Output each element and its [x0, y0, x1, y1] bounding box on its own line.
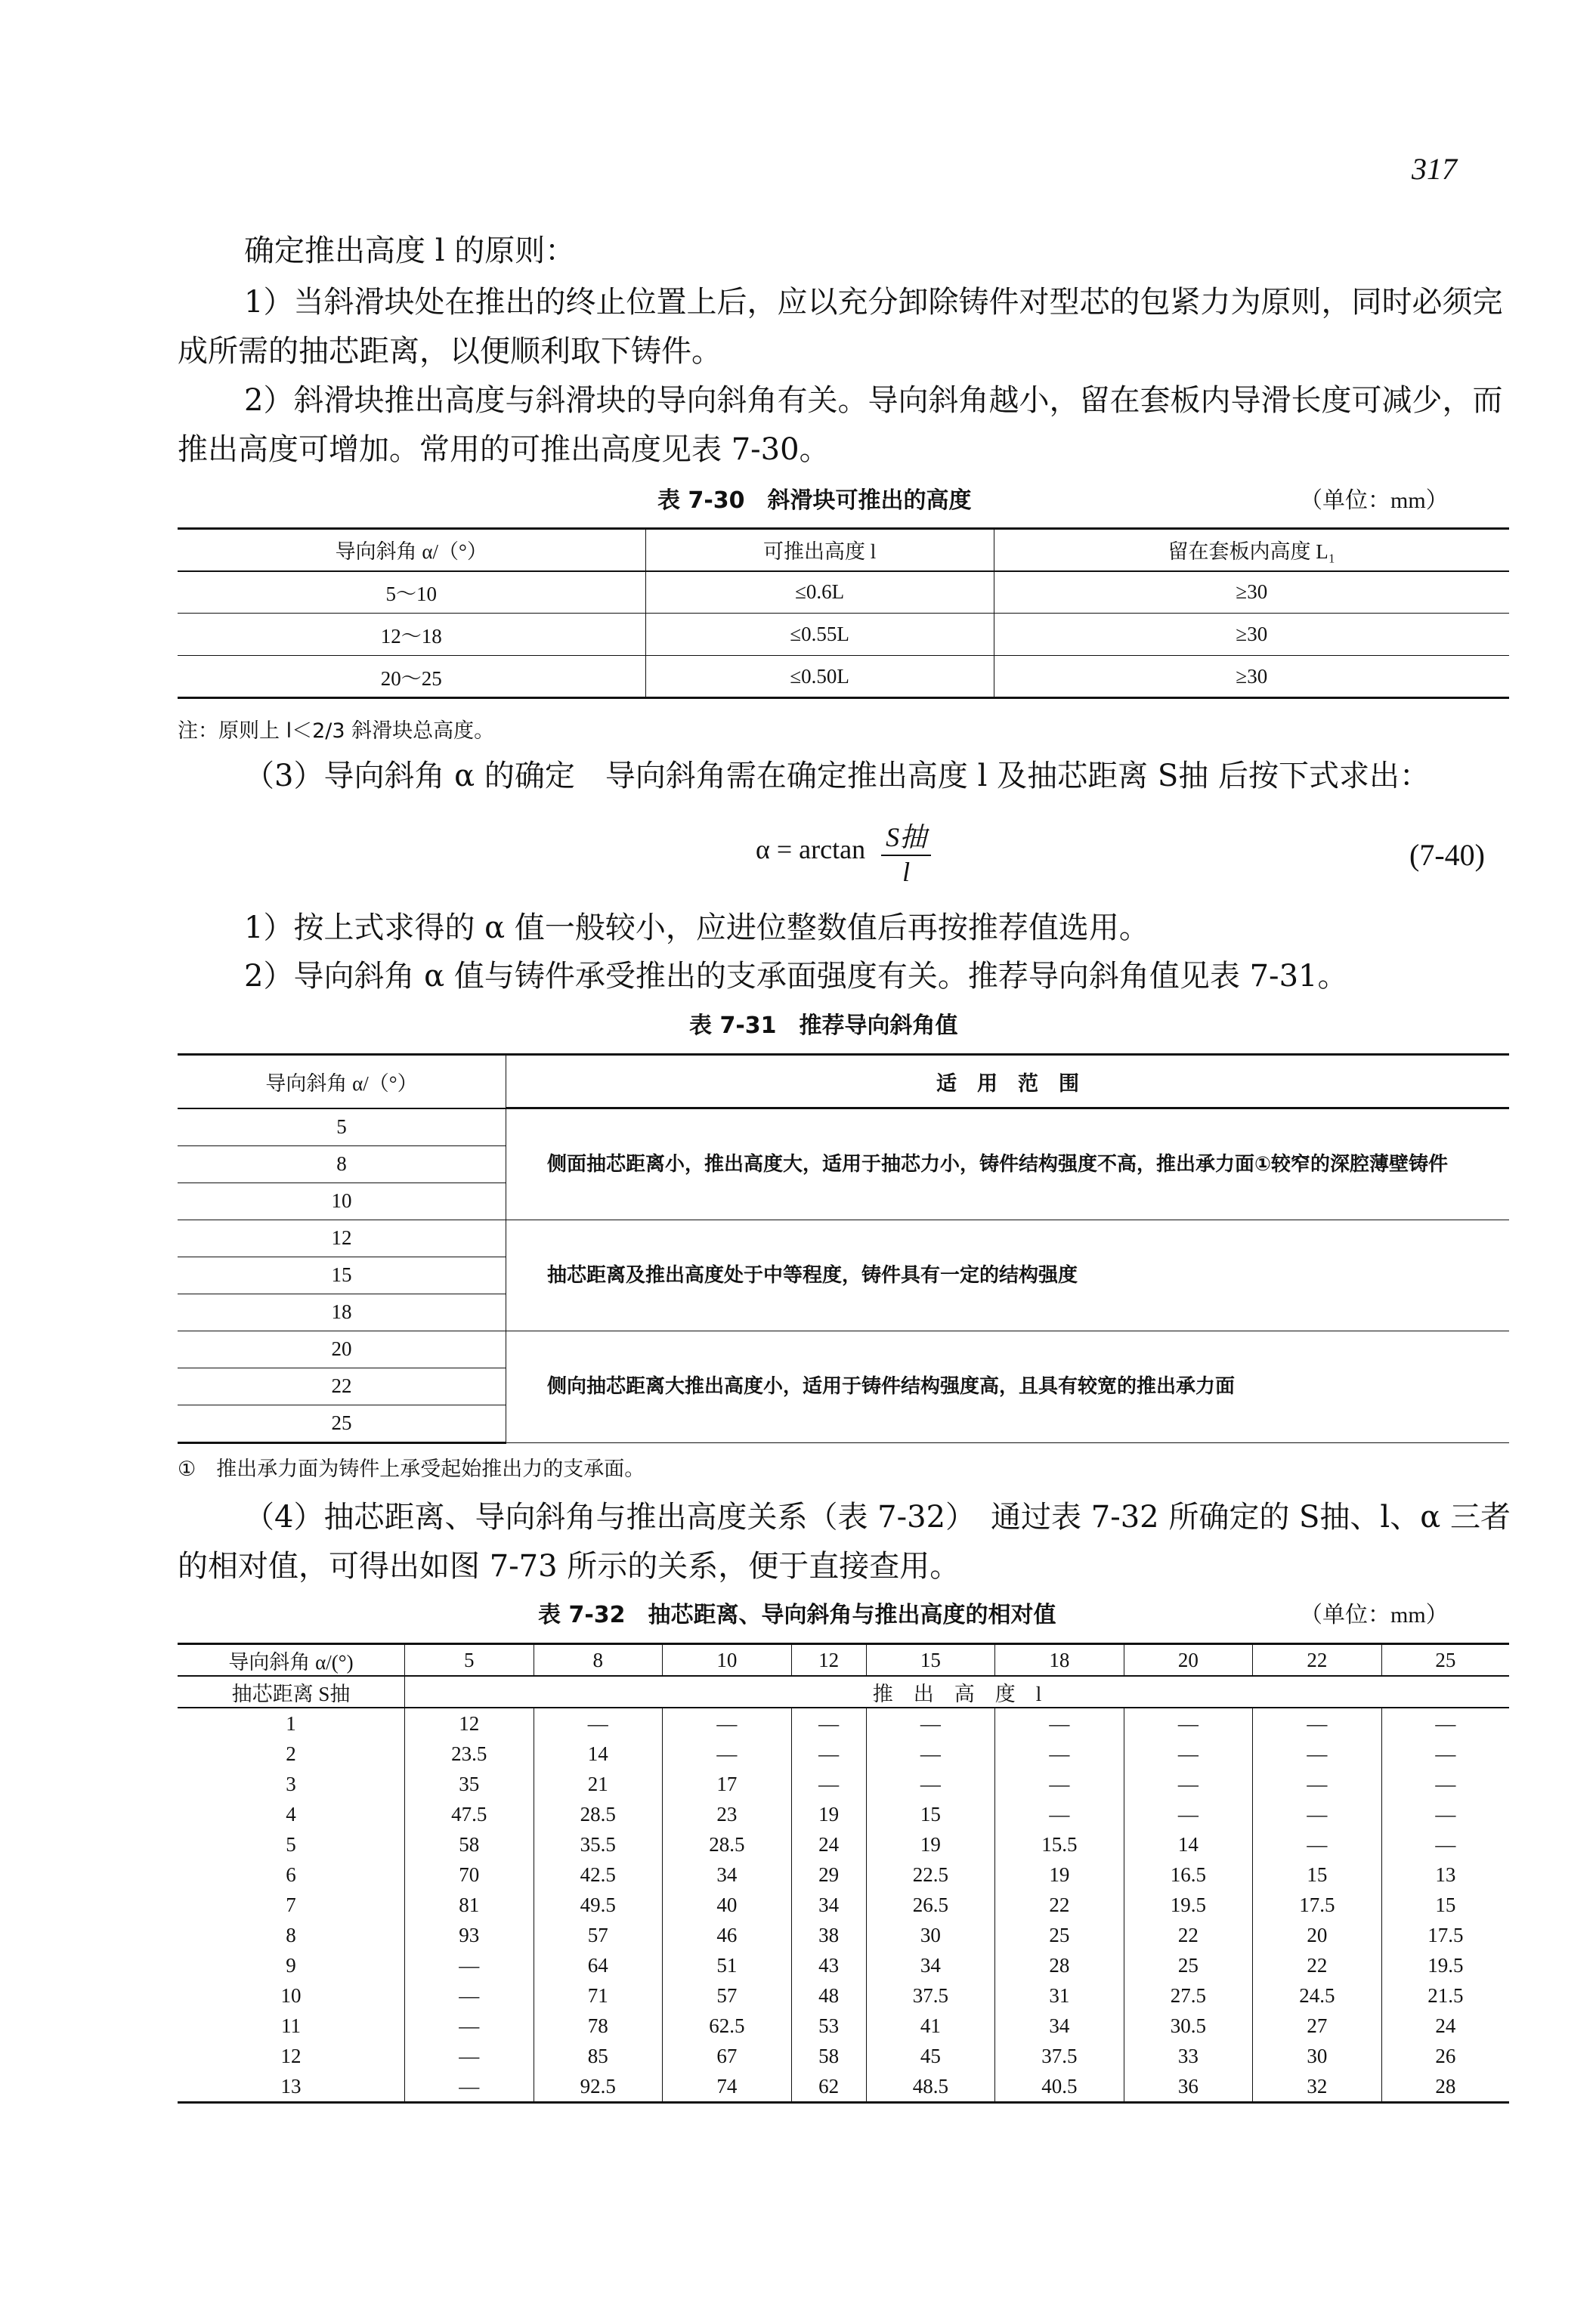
table-header-row [178, 529, 1509, 571]
height-cell: 28.5 [534, 1799, 663, 1829]
table-subheader-row [178, 1676, 1509, 1708]
table-cell: ≥30 [994, 614, 1509, 656]
height-cell: — [995, 1769, 1124, 1799]
distance-cell: 1 [286, 1711, 296, 1735]
height-cell: 30 [1253, 2041, 1382, 2071]
angle-header-cell: 18 [995, 1644, 1124, 1677]
table-row [178, 656, 1509, 698]
table-header-row [178, 1055, 1509, 1108]
height-cell: 81 [405, 1890, 534, 1920]
height-cell: 15 [866, 1799, 995, 1829]
height-cell: 67 [663, 2041, 792, 2071]
distance-cell: 4 [286, 1802, 296, 1826]
height-cell: 19 [791, 1799, 866, 1829]
height-cell: 15 [1381, 1890, 1509, 1920]
table-7-30-note: 注：原则上 l＜2/3 斜滑块总高度。 [178, 719, 495, 743]
height-cell: 70 [405, 1860, 534, 1890]
table-7-31-caption: 表 7-31 推荐导向斜角值 [689, 1012, 958, 1039]
table-7-32 [178, 1643, 1509, 2104]
angle-cell: 8 [178, 1145, 506, 1183]
angle-header-cell: 15 [866, 1644, 995, 1677]
table-7-30-caption: 表 7-30 斜滑块可推出的高度 [657, 487, 972, 514]
paragraph-intro: 确定推出高度 l 的原则： [244, 233, 576, 268]
height-cell: 92.5 [534, 2071, 663, 2103]
height-cell: 46 [663, 1920, 792, 1950]
height-cell: 93 [405, 1920, 534, 1950]
table-row [178, 1980, 1509, 2011]
height-cell: 71 [534, 1980, 663, 2011]
height-cell: 17.5 [1381, 1920, 1509, 1950]
table-7-31-footnote: ① 推出承力面为铸件上承受起始推出力的支承面。 [178, 1458, 645, 1481]
height-cell: — [866, 1769, 995, 1799]
height-cell: 16.5 [1124, 1860, 1253, 1890]
height-cell: — [1381, 1769, 1509, 1799]
height-cell: 17.5 [1253, 1890, 1382, 1920]
table-cell: ≤0.55L [645, 614, 994, 656]
height-cell: 27 [1253, 2011, 1382, 2041]
formula-lhs: α = arctan [756, 833, 866, 864]
height-cell: — [1253, 1708, 1382, 1739]
height-cell: 37.5 [866, 1980, 995, 2011]
angle-header-cell: 8 [534, 1644, 663, 1677]
height-cell: — [1253, 1769, 1382, 1799]
height-cell: 40 [663, 1890, 792, 1920]
header-cell: 留在套板内高度 L₁ [994, 529, 1509, 571]
height-cell: 15 [1253, 1860, 1382, 1890]
height-cell: — [405, 1980, 534, 2011]
height-cell: 25 [995, 1920, 1124, 1950]
table-7-30-unit: （单位：mm） [1300, 488, 1449, 513]
height-cell: — [1253, 1799, 1382, 1829]
height-cell: — [866, 1708, 995, 1739]
angle-cell: 12 [178, 1220, 506, 1257]
height-cell: 19.5 [1381, 1950, 1509, 1980]
table-cell: 20～25 [380, 666, 442, 690]
distance-cell: 3 [286, 1772, 296, 1795]
height-cell: 28 [995, 1950, 1124, 1980]
height-cell: 20 [1253, 1920, 1382, 1950]
table-row [178, 2071, 1509, 2103]
height-cell: 33 [1124, 2041, 1253, 2071]
height-cell: 14 [1124, 1829, 1253, 1860]
angle-header-cell: 25 [1381, 1644, 1509, 1677]
height-cell: — [1124, 1769, 1253, 1799]
angle-header-cell: 10 [663, 1644, 792, 1677]
height-cell: — [791, 1708, 866, 1739]
height-cell: — [534, 1708, 663, 1739]
height-cell: 23.5 [405, 1739, 534, 1769]
height-cell: 85 [534, 2041, 663, 2071]
header-cell: 可推出高度 l [645, 529, 994, 571]
table-cell: ≤0.50L [645, 656, 994, 698]
angle-cell: 25 [178, 1405, 506, 1442]
height-cell: — [1381, 1708, 1509, 1739]
table-row [178, 1799, 1509, 1829]
table-row [178, 1331, 1509, 1368]
scope-cell: 抽芯距离及推出高度处于中等程度，铸件具有一定的结构强度 [506, 1220, 1510, 1331]
angle-cell: 20 [178, 1331, 506, 1368]
height-cell: 21.5 [1381, 1980, 1509, 2011]
height-cell: 28 [1381, 2071, 1509, 2103]
distance-cell: 10 [280, 1983, 302, 2007]
height-cell: 15.5 [995, 1829, 1124, 1860]
height-cell: 24.5 [1253, 1980, 1382, 2011]
angle-cell: 22 [178, 1368, 506, 1405]
height-cell: 48.5 [866, 2071, 995, 2103]
height-cell: 34 [866, 1950, 995, 1980]
height-cell: 34 [663, 1860, 792, 1890]
height-cell: 58 [405, 1829, 534, 1860]
height-cell: 47.5 [405, 1799, 534, 1829]
height-cell: 62 [791, 2071, 866, 2103]
height-cell: 49.5 [534, 1890, 663, 1920]
height-cell: 41 [866, 2011, 995, 2041]
header-cell: 适 用 范 围 [506, 1055, 1510, 1108]
table-7-30 [178, 527, 1509, 699]
table-row [178, 1950, 1509, 1980]
height-cell: 19 [866, 1829, 995, 1860]
angle-cell: 5 [178, 1108, 506, 1146]
height-cell: 34 [995, 2011, 1124, 2041]
height-cell: 57 [534, 1920, 663, 1950]
table-row [178, 1708, 1509, 1739]
height-cell: 28.5 [663, 1829, 792, 1860]
table-row [178, 571, 1509, 614]
table-row [178, 1860, 1509, 1890]
height-cell: 23 [663, 1799, 792, 1829]
height-cell: 53 [791, 2011, 866, 2041]
height-cell: 22 [1253, 1950, 1382, 1980]
angle-header-cell: 20 [1124, 1644, 1253, 1677]
height-cell: 62.5 [663, 2011, 792, 2041]
height-cell: — [1253, 1739, 1382, 1769]
distance-cell: 12 [280, 2044, 302, 2067]
table-row [178, 614, 1509, 656]
height-cell: — [405, 2071, 534, 2103]
table-7-31 [178, 1053, 1509, 1444]
scope-cell: 侧向抽芯距离大推出高度小，适用于铸件结构强度高，且具有较宽的推出承力面 [506, 1331, 1510, 1442]
height-cell: 14 [534, 1739, 663, 1769]
height-cell: 29 [791, 1860, 866, 1890]
table-row [178, 1108, 1509, 1146]
table-7-32-caption: 表 7-32 抽芯距离、导向斜角与推出高度的相对值 [538, 1602, 1056, 1628]
height-cell: 78 [534, 2011, 663, 2041]
table-row [178, 1829, 1509, 1860]
table-cell: ≥30 [994, 571, 1509, 614]
height-cell: — [663, 1739, 792, 1769]
header-cell: 导向斜角 α/（°） [178, 1055, 506, 1108]
height-cell: 12 [405, 1708, 534, 1739]
height-cell: 31 [995, 1980, 1124, 2011]
formula-7-40 [756, 816, 931, 888]
height-cell: — [866, 1739, 995, 1769]
height-cell: 35.5 [534, 1829, 663, 1860]
height-cell: 17 [663, 1769, 792, 1799]
table-cell: 5～10 [385, 583, 437, 606]
height-cell: 13 [1381, 1860, 1509, 1890]
height-cell: — [1253, 1829, 1382, 1860]
paragraph-6: （4）抽芯距离、导向斜角与推出高度关系（表 7-32） 通过表 7-32 所确定的 S抽、l、α 三者的相对值，可得出如图 7-73 所示的关系，便于直接查用。 [178, 1500, 1511, 1584]
table-header-row [178, 1644, 1509, 1677]
distance-cell: 7 [286, 1893, 296, 1916]
table-row [178, 2011, 1509, 2041]
angle-label: 导向斜角 α/(°) [228, 1650, 354, 1674]
height-cell: — [1124, 1708, 1253, 1739]
height-cell: 58 [791, 2041, 866, 2071]
table-row [178, 1739, 1509, 1769]
paragraph-2: 2）斜滑块推出高度与斜滑块的导向斜角有关。导向斜角越小，留在套板内导滑长度可减少，而推出高度可增加。常用的可推出高度见表 7-30。 [178, 383, 1503, 467]
height-cell: 42.5 [534, 1860, 663, 1890]
height-cell: 34 [791, 1890, 866, 1920]
height-cell: — [405, 2011, 534, 2041]
height-cell: 40.5 [995, 2071, 1124, 2103]
distance-cell: 6 [286, 1863, 296, 1886]
height-cell: 48 [791, 1980, 866, 2011]
paragraph-1: 1）当斜滑块处在推出的终止位置上后，应以充分卸除铸件对型芯的包紧力为原则，同时必须完成所需的抽芯距离，以便顺利取下铸件。 [178, 285, 1503, 369]
formula-numerator: S抽 [881, 816, 931, 856]
table-row [178, 2041, 1509, 2071]
height-cell: 19 [995, 1860, 1124, 1890]
height-cell: 26.5 [866, 1890, 995, 1920]
height-cell: — [995, 1799, 1124, 1829]
height-cell: 21 [534, 1769, 663, 1799]
height-cell: 24 [791, 1829, 866, 1860]
height-cell: 51 [663, 1950, 792, 1980]
height-cell: — [791, 1769, 866, 1799]
distance-cell: 9 [286, 1953, 296, 1977]
angle-cell: 18 [178, 1294, 506, 1331]
header-cell: 导向斜角 α/（°） [335, 540, 487, 564]
distance-cell: 13 [280, 2074, 302, 2098]
height-cell: 43 [791, 1950, 866, 1980]
height-cell: — [1381, 1799, 1509, 1829]
height-cell: 24 [1381, 2011, 1509, 2041]
height-cell: — [405, 2041, 534, 2071]
height-cell: — [995, 1739, 1124, 1769]
angle-cell: 15 [178, 1257, 506, 1294]
height-cell: 32 [1253, 2071, 1382, 2103]
height-cell: — [663, 1708, 792, 1739]
paragraph-4: 1）按上式求得的 α 值一般较小，应进位整数值后再按推荐值选用。 [244, 910, 1149, 945]
angle-header-cell: 22 [1253, 1644, 1382, 1677]
height-cell: 26 [1381, 2041, 1509, 2071]
height-cell: — [1124, 1739, 1253, 1769]
equation-number: (7-40) [1409, 838, 1485, 872]
height-cell: — [1381, 1829, 1509, 1860]
distance-cell: 5 [286, 1832, 296, 1856]
table-row [178, 1220, 1509, 1257]
height-label: 推 出 高 度 l [405, 1676, 1510, 1708]
height-cell: 64 [534, 1950, 663, 1980]
height-cell: 19.5 [1124, 1890, 1253, 1920]
height-cell: — [1381, 1739, 1509, 1769]
distance-cell: 8 [286, 1923, 296, 1946]
distance-cell: 11 [281, 2014, 301, 2037]
distance-cell: 2 [286, 1742, 296, 1765]
height-cell: 57 [663, 1980, 792, 2011]
height-cell: 30.5 [1124, 2011, 1253, 2041]
height-cell: — [995, 1708, 1124, 1739]
table-cell: ≤0.6L [645, 571, 994, 614]
height-cell: 22 [1124, 1920, 1253, 1950]
paragraph-5: 2）导向斜角 α 值与铸件承受推出的支承面强度有关。推荐导向斜角值见表 7-31。 [244, 959, 1348, 994]
height-cell: 45 [866, 2041, 995, 2071]
height-cell: 30 [866, 1920, 995, 1950]
paragraph-3: （3）导向斜角 α 的确定 导向斜角需在确定推出高度 l 及抽芯距离 S抽 后按下式求出： [244, 759, 1430, 793]
height-cell: — [791, 1739, 866, 1769]
height-cell: 27.5 [1124, 1980, 1253, 2011]
formula-fraction [881, 816, 931, 888]
scope-cell: 侧面抽芯距离小，推出高度大，适用于抽芯力小，铸件结构强度不高，推出承力面①较窄的深腔薄壁铸件 [506, 1108, 1510, 1220]
table-cell: 12～18 [380, 625, 442, 648]
height-cell: 37.5 [995, 2041, 1124, 2071]
height-cell: 22 [995, 1890, 1124, 1920]
height-cell: — [1124, 1799, 1253, 1829]
height-cell: 25 [1124, 1950, 1253, 1980]
height-cell: 38 [791, 1920, 866, 1950]
height-cell: 22.5 [866, 1860, 995, 1890]
table-cell: ≥30 [994, 656, 1509, 698]
angle-header-cell: 12 [791, 1644, 866, 1677]
table-row [178, 1890, 1509, 1920]
table-row [178, 1920, 1509, 1950]
table-7-32-unit: （单位：mm） [1300, 1603, 1449, 1628]
height-cell: 36 [1124, 2071, 1253, 2103]
angle-cell: 10 [178, 1183, 506, 1220]
height-cell: 35 [405, 1769, 534, 1799]
angle-header-cell: 5 [405, 1644, 534, 1677]
table-row [178, 1769, 1509, 1799]
page-number: 317 [1412, 152, 1457, 186]
height-cell: — [405, 1950, 534, 1980]
formula-denominator: l [902, 857, 911, 887]
distance-label: 抽芯距离 S抽 [231, 1682, 351, 1705]
height-cell: 74 [663, 2071, 792, 2103]
